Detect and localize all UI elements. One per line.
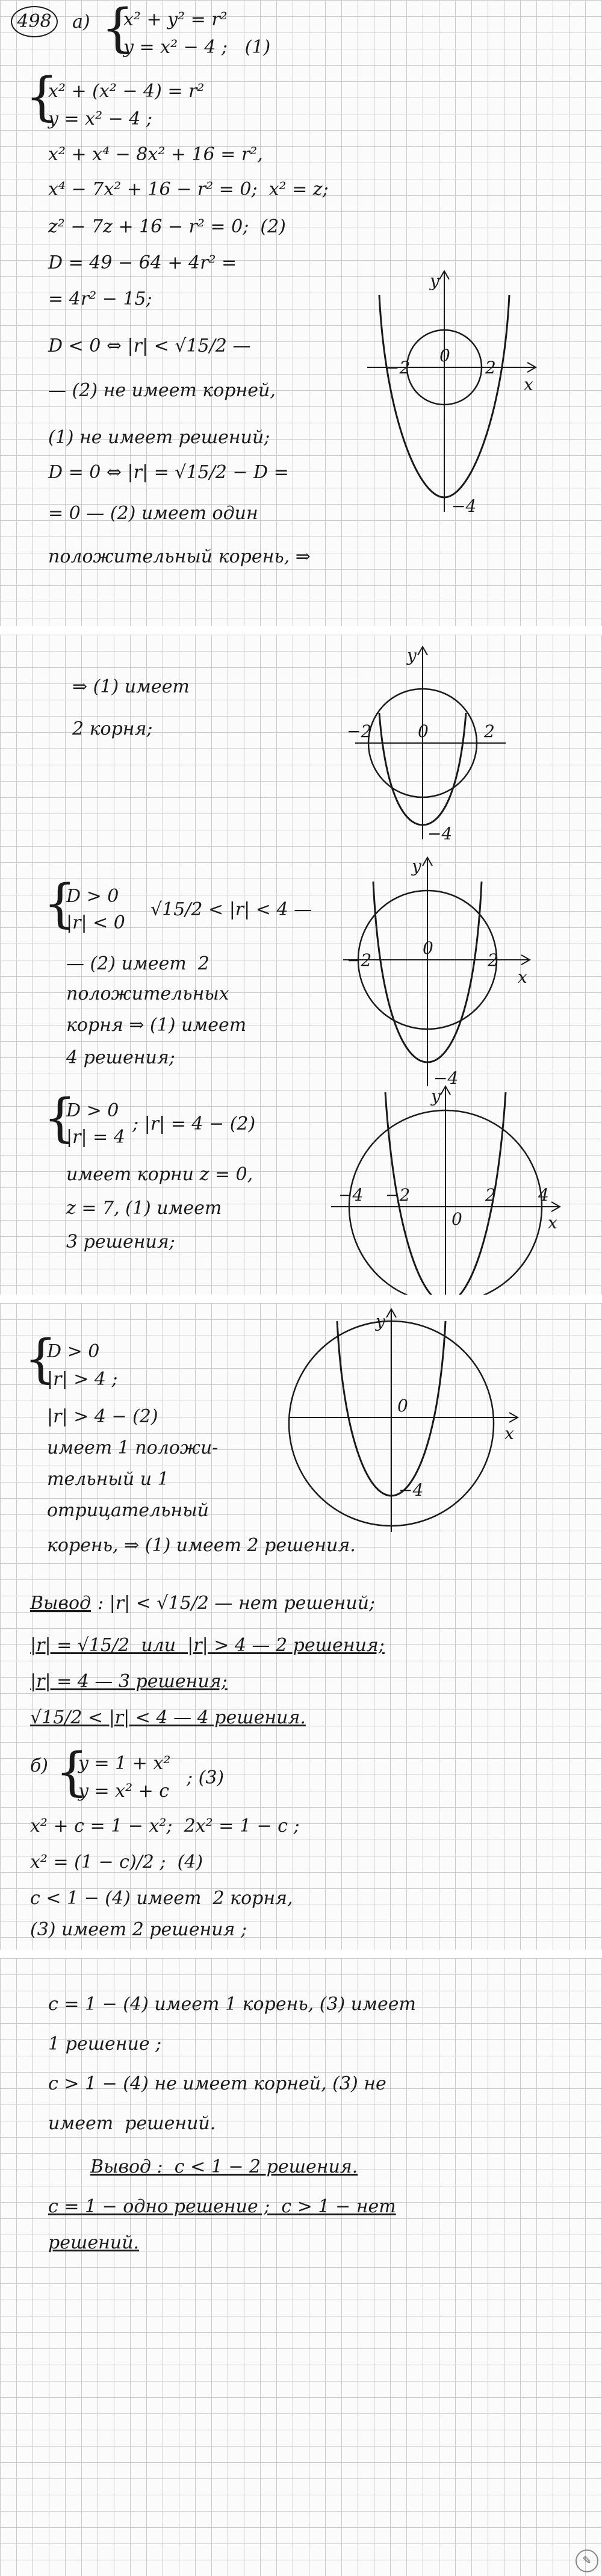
- solution-line: x⁴ − 7x² + 16 − r² = 0; x² = z;: [48, 179, 329, 200]
- origin-label: 0: [439, 346, 450, 366]
- notebook-sheet-1: [0, 0, 602, 626]
- notebook-sheet-4: [0, 1958, 602, 2576]
- axis-label-y: y: [412, 856, 421, 876]
- solution-line: тельный и 1: [47, 1469, 169, 1490]
- system-eq-2: y = x² − 4 ; (1): [123, 37, 271, 58]
- solution-line: отрицательный: [47, 1500, 209, 1521]
- tick-label: −4: [399, 1480, 424, 1500]
- conclusion-line: Вывод : c < 1 − 2 решения.: [90, 2156, 358, 2177]
- graph-1: [361, 265, 542, 518]
- solution-line: = 0 — (2) имеет один: [48, 503, 258, 524]
- tick-label: −2: [347, 950, 372, 970]
- notebook-sheet-3: [0, 1303, 602, 1950]
- axis-label-y: y: [376, 1311, 385, 1331]
- solution-line: положительных: [66, 983, 229, 1004]
- solution-line: c = 1 − (4) имеет 1 корень, (3) имеет: [48, 1994, 416, 2015]
- tick-label: 2: [484, 721, 495, 741]
- system-brace: {: [43, 874, 76, 934]
- solution-line: (1) не имеет решений;: [48, 427, 270, 448]
- graph-4: [325, 1080, 566, 1295]
- tick-label: −4: [427, 824, 453, 844]
- system-tag: ; (3): [187, 1767, 225, 1788]
- page-gap: [0, 626, 602, 635]
- solution-line: корень, ⇒ (1) имеет 2 решения.: [47, 1535, 356, 1556]
- condition-line: √15/2 < |r| < 4 —: [150, 899, 312, 920]
- axis-label-y: y: [430, 271, 439, 291]
- tick-label: 2: [485, 358, 496, 378]
- tick-label: −2: [385, 1185, 411, 1205]
- system-eq: y = x² + c: [78, 1781, 170, 1802]
- solution-line: 1 решение ;: [48, 2033, 162, 2055]
- tick-label: 2: [488, 950, 498, 970]
- tick-label: −4: [452, 496, 477, 516]
- condition-line: D > 0: [47, 1341, 100, 1362]
- solution-line: ⇒ (1) имеет: [72, 676, 190, 697]
- origin-label: 0: [423, 938, 433, 958]
- tick-label: 4: [538, 1185, 549, 1205]
- system-brace: {: [101, 0, 134, 58]
- solution-line: 4 решения;: [66, 1047, 175, 1068]
- tick-label: −2: [385, 358, 411, 378]
- condition-line: ; |r| = 4 − (2): [132, 1113, 256, 1134]
- system-brace: {: [43, 1088, 76, 1148]
- conclusion-line: |r| = √15/2 или |r| > 4 — 2 решения;: [30, 1635, 385, 1656]
- condition-line: D > 0: [66, 886, 119, 907]
- tick-label: −4: [338, 1185, 364, 1205]
- conclusion-line: c = 1 − одно решение ; c > 1 − нет: [48, 2196, 396, 2217]
- solution-line: D < 0 ⇔ |r| < √15/2 —: [48, 335, 251, 356]
- system-eq: y = 1 + x²: [78, 1753, 171, 1774]
- origin-label: 0: [418, 721, 429, 741]
- system-brace: {: [55, 1742, 88, 1802]
- axis-label-y: y: [431, 1086, 441, 1106]
- solution-line: y = x² − 4 ;: [48, 108, 153, 129]
- tick-label: −4: [433, 1068, 459, 1088]
- solution-line: D = 49 − 64 + 4r² =: [48, 252, 237, 273]
- solution-line: имеет корни z = 0,: [66, 1164, 253, 1185]
- solution-line: (3) имеет 2 решения ;: [30, 1919, 247, 1940]
- condition-line: D > 0: [66, 1100, 119, 1121]
- solution-line: x² + x⁴ − 8x² + 16 = r²,: [48, 144, 263, 165]
- axis-label-x: x: [548, 1213, 557, 1233]
- solution-line: 2 корня;: [72, 718, 153, 739]
- system-brace: {: [24, 1329, 57, 1389]
- tick-label: 2: [485, 1185, 496, 1205]
- page-corner-mark: ✎: [576, 2550, 598, 2572]
- graph-2: [343, 641, 524, 845]
- solution-line: c > 1 − (4) не имеет корней, (3) не: [48, 2073, 386, 2094]
- part-a-label: а): [72, 11, 90, 33]
- conclusion-label: Вывод: [30, 1593, 92, 1614]
- solution-line: корня ⇒ (1) имеет: [66, 1015, 247, 1036]
- axis-label-x: x: [518, 967, 527, 987]
- condition-line: |r| = 4: [66, 1127, 125, 1148]
- graph-5: [283, 1303, 524, 1538]
- solution-line: z = 7, (1) имеет: [66, 1198, 222, 1219]
- page-gap: [0, 1295, 602, 1303]
- solution-line: D = 0 ⇔ |r| = √15/2 − D =: [48, 462, 289, 483]
- system-brace: {: [25, 67, 58, 127]
- condition-line: |r| > 4 ;: [47, 1369, 118, 1390]
- conclusion-line: √15/2 < |r| < 4 — 4 решения.: [30, 1707, 306, 1728]
- solution-line: = 4r² − 15;: [48, 288, 152, 310]
- axis-label-x: x: [524, 375, 533, 394]
- solution-line: x² = (1 − c)/2 ; (4): [30, 1852, 203, 1873]
- solution-line: x² + (x² − 4) = r²: [48, 81, 205, 102]
- origin-label: 0: [397, 1396, 408, 1416]
- solution-line: x² + c = 1 − x²; 2x² = 1 − c ;: [30, 1815, 300, 1837]
- system-eq-1: x² + y² = r²: [123, 9, 228, 30]
- conclusion-line: : |r| < √15/2 — нет решений;: [98, 1593, 376, 1614]
- solution-line: — (2) имеет 2: [66, 953, 209, 974]
- solution-line: положительный корень, ⇒: [48, 546, 311, 567]
- part-b-label: б): [30, 1755, 49, 1776]
- tick-label: −2: [347, 721, 372, 741]
- condition-line: |r| < 0: [66, 912, 125, 933]
- axis-label-y: y: [407, 646, 417, 665]
- conclusion-line: решений.: [48, 2232, 140, 2253]
- solution-line: |r| > 4 − (2): [47, 1406, 158, 1427]
- solution-line: c < 1 − (4) имеет 2 корня,: [30, 1888, 293, 1909]
- notebook-sheet-2: [0, 635, 602, 1295]
- graph-3: [337, 851, 536, 1092]
- solution-line: — (2) не имеет корней,: [48, 380, 276, 401]
- solution-line: имеет решений.: [48, 2113, 216, 2134]
- axis-label-x: x: [504, 1423, 514, 1443]
- solution-line: 3 решения;: [66, 1231, 175, 1252]
- origin-label: 0: [452, 1209, 462, 1229]
- conclusion-line: |r| = 4 — 3 решения;: [30, 1671, 228, 1692]
- problem-number: 498: [11, 6, 58, 37]
- solution-line: z² − 7z + 16 − r² = 0; (2): [48, 216, 286, 237]
- solution-line: имеет 1 положи-: [47, 1437, 219, 1458]
- page-gap: [0, 1950, 602, 1958]
